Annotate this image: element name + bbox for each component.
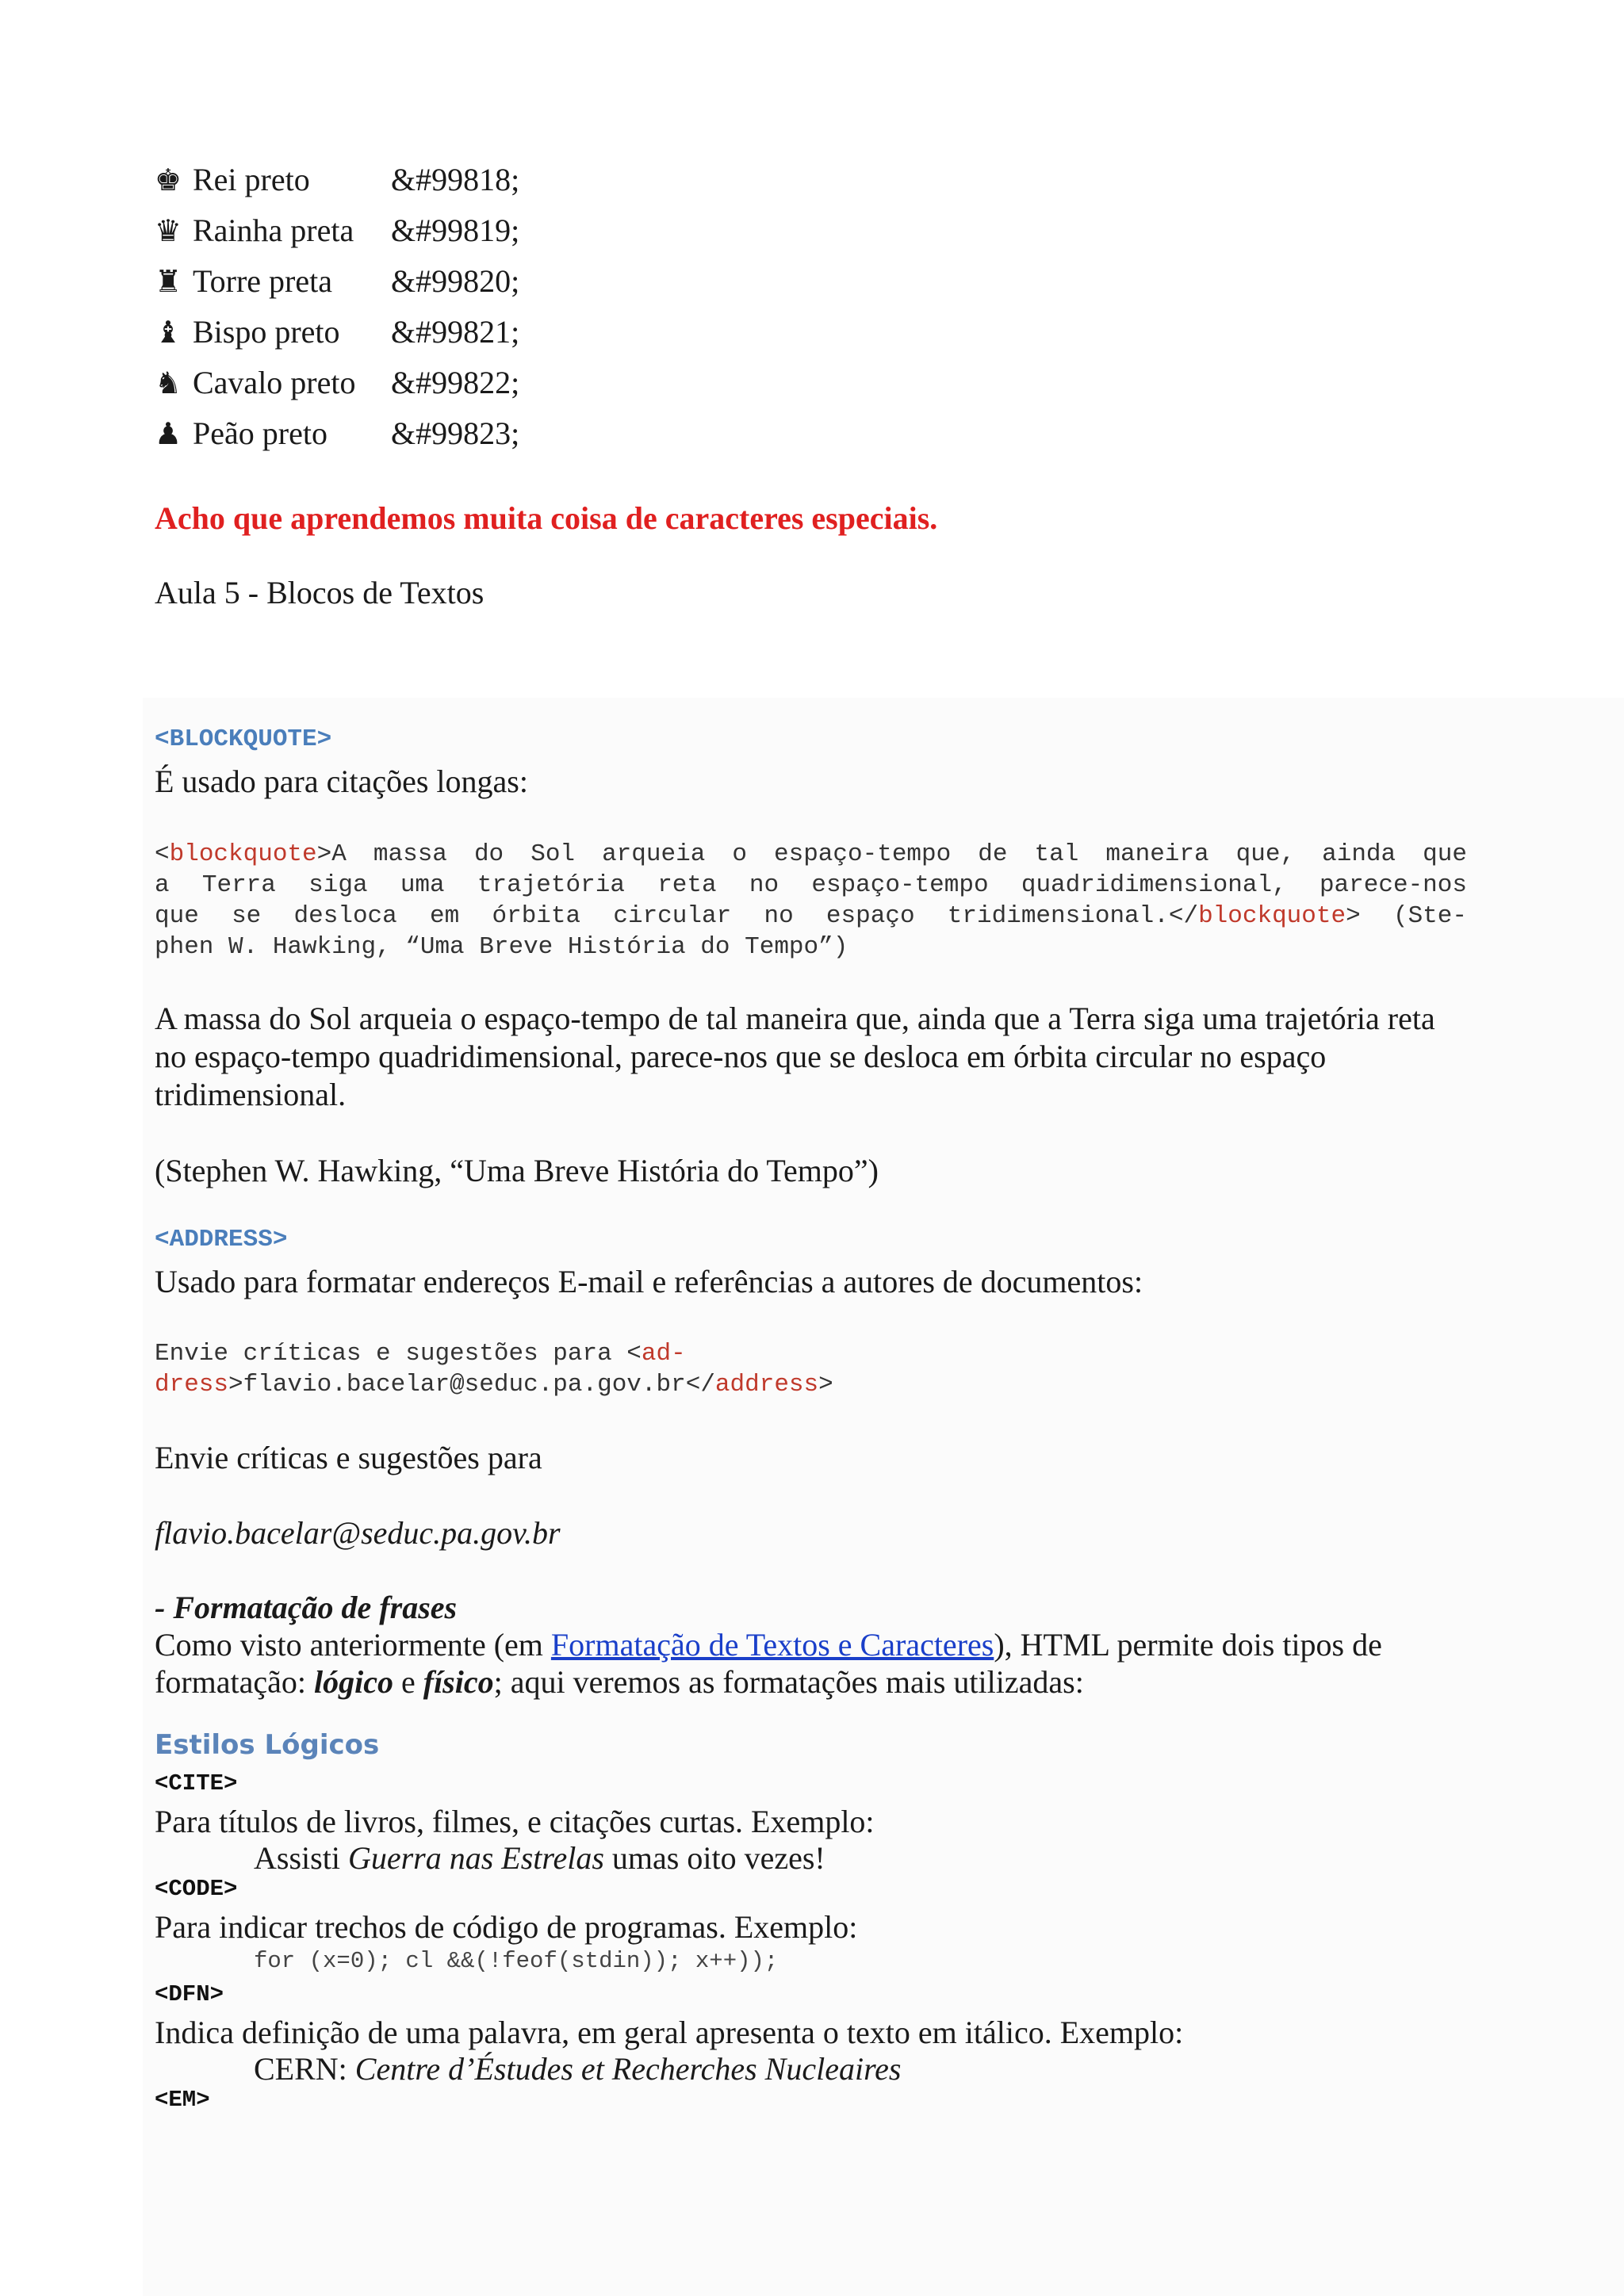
code-example: for (x=0); cl &&(!feof(stdin)); x++)); <box>254 1948 779 1974</box>
code-text: que se desloca em órbita circular no espaço tridimensional.</ <box>155 902 1199 930</box>
dfn-tag: <DFN> <box>155 1981 224 2007</box>
cite-tag: <CITE> <box>155 1770 238 1797</box>
chess-code: &#99819; <box>391 212 520 248</box>
blockquote-description: É usado para citações longas: <box>155 763 528 799</box>
intro-text: formatação: <box>155 1664 314 1700</box>
black-knight-icon: ♞ <box>155 365 182 400</box>
code-tag: blockquote <box>1198 902 1346 930</box>
blockquote-rendered: A massa do Sol arqueia o espaço-tempo de tal maneira que, ainda que a Terra siga uma trajetória reta no espaço-tempo quadridimensional, parece-nos que se desloca em órbita circular no espaço tridimensional. <box>155 1001 1435 1112</box>
address-code-line-1 <box>155 1338 686 1369</box>
dfn-description: Indica definição de uma palavra, em geral apresenta o texto em itálico. Exemplo: <box>155 2015 1184 2050</box>
chess-row-queen <box>155 212 519 250</box>
dfn-example <box>254 2050 901 2088</box>
example-text: Assisti <box>254 1840 348 1876</box>
black-king-icon: ♚ <box>155 163 182 197</box>
chess-name: Peão preto <box>193 415 327 451</box>
example-text: CERN: <box>254 2051 355 2087</box>
intro-text: ), HTML permite dois tipos de <box>994 1627 1382 1663</box>
chess-row-knight <box>155 364 519 402</box>
formatting-intro-line-2 <box>155 1663 1084 1701</box>
code-tag: dress <box>155 1371 229 1399</box>
cite-description: Para títulos de livros, filmes, e citações curtas. Exemplo: <box>155 1804 875 1839</box>
example-text: umas oito vezes! <box>603 1840 825 1876</box>
code-tag: ad- <box>641 1340 686 1368</box>
chess-row-bishop <box>155 313 519 351</box>
chess-name: Rainha preta <box>193 212 354 248</box>
code-text: > <box>818 1371 833 1399</box>
code-text: >flavio.bacelar@seduc.pa.gov.br</ <box>228 1371 715 1399</box>
intro-text: Como visto anteriormente (em <box>155 1627 551 1663</box>
lesson-title: Aula 5 - Blocos de Textos <box>155 575 485 610</box>
code-tag-heading: <CODE> <box>155 1876 238 1902</box>
blockquote-citation: (Stephen W. Hawking, “Uma Breve História do Tempo”) <box>155 1153 879 1188</box>
chess-code: &#99820; <box>391 263 520 299</box>
code-tag: address <box>714 1371 819 1399</box>
code-description: Para indicar trechos de código de programas. Exemplo: <box>155 1909 858 1945</box>
code-text: Envie críticas e sugestões para < <box>155 1340 642 1368</box>
chess-name: Rei preto <box>193 162 310 197</box>
chess-code: &#99818; <box>391 162 520 197</box>
intro-text: e <box>393 1664 423 1700</box>
address-rendered-text: Envie críticas e sugestões para <box>155 1440 542 1475</box>
address-rendered-email: flavio.bacelar@seduc.pa.gov.br <box>155 1515 561 1551</box>
chess-name: Bispo preto <box>193 314 340 350</box>
black-rook-icon: ♜ <box>155 264 182 299</box>
code-text: < <box>155 840 170 868</box>
formatting-intro-line-1 <box>155 1626 1382 1664</box>
formatting-title: - Formatação de frases <box>155 1590 458 1625</box>
fisico-word: físico <box>423 1664 494 1700</box>
logico-word: lógico <box>314 1664 393 1700</box>
black-queen-icon: ♛ <box>155 213 182 248</box>
address-tag-heading: <ADDRESS> <box>155 1226 288 1253</box>
blockquote-code-line-1 <box>155 839 1467 870</box>
chess-code: &#99821; <box>391 314 520 350</box>
chess-name: Torre preta <box>193 263 332 299</box>
chess-row-pawn <box>155 415 519 453</box>
address-description: Usado para formatar endereços E-mail e referências a autores de documentos: <box>155 1264 1143 1299</box>
blockquote-code-line-2: a Terra siga uma trajetória reta no espaço-tempo quadridimensional, parece-nos <box>155 871 1467 899</box>
cite-example <box>254 1839 825 1877</box>
address-code-line-2 <box>155 1369 833 1400</box>
chess-name: Cavalo preto <box>193 365 356 400</box>
code-text: >A massa do Sol arqueia o espaço-tempo de tal maneira que, ainda que <box>316 840 1467 868</box>
logical-styles-heading: Estilos Lógicos <box>155 1729 380 1761</box>
intro-text: ; aqui veremos as formatações mais utilizadas: <box>493 1664 1084 1700</box>
chess-code: &#99822; <box>391 365 520 400</box>
blockquote-tag-heading: <BLOCKQUOTE> <box>155 725 332 753</box>
chess-row-rook <box>155 262 519 300</box>
example-italic: Guerra nas Estrelas <box>347 1840 604 1876</box>
black-bishop-icon: ♝ <box>155 315 182 350</box>
blockquote-code-line-3 <box>155 901 1467 932</box>
formatting-link[interactable]: Formatação de Textos e Caracteres <box>550 1627 994 1663</box>
blockquote-code-line-4: phen W. Hawking, “Uma Breve História do Tempo”) <box>155 933 848 961</box>
black-pawn-icon: ♟ <box>155 416 182 451</box>
highlight-text: Acho que aprendemos muita coisa de caracteres especiais. <box>155 500 938 536</box>
code-tag: blockquote <box>169 840 317 868</box>
chess-code: &#99823; <box>391 415 520 451</box>
chess-row-king <box>155 161 519 199</box>
example-italic: Centre d’Éstudes et Recherches Nucleaires <box>354 2051 902 2087</box>
code-text: > (Ste- <box>1346 902 1467 930</box>
em-tag: <EM> <box>155 2087 210 2113</box>
